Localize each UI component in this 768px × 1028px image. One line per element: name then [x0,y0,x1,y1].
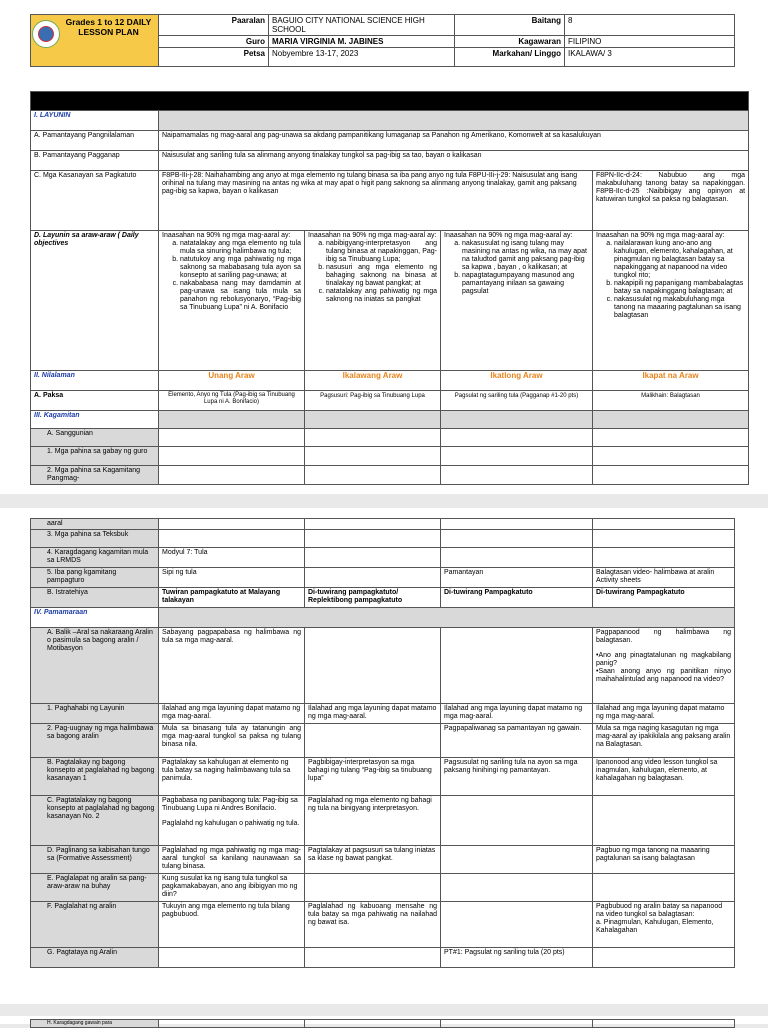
pagtalakay1-d4: Ipanonood ang video lesson tungkol sa inagmulan, kahulugan, elemento, at kahalagahan ng balagtasan. [593,758,735,796]
teksbuk-d1 [159,530,305,548]
aaral-d4 [593,519,735,530]
obj2-a: a. nabibigyang-interpretasyon ang tulang binasa at napakinggan, Pag-ibig sa Tinubuang Lupa; [326,240,437,264]
pagtalakay2-label: C. Pagtatalakay ng bagong konsepto at paglalahad ng bagong kasanayan No. 2 [31,796,159,846]
baitang-value: 8 [565,15,735,36]
obj3-intro: Inaasahan na 90% ng mga mag-aaral ay: [444,232,573,239]
sanggunian-label: A. Sanggunian [31,429,159,447]
pagtataya-d4 [593,948,735,968]
kasanayan-text: F8PB-IIi-j-28: Naihahambing ang anyo at mga elemento ng tulang binasa sa iba pang anyo ng tula F8PU-IIi-j-29: Naisusulat ang isang orihinal na tulang may masining na antas ng wika at may apat o higit pang saknong sa alinmang anyong tinalakay, gamit ang paksang pag-ibig sa kapwa, bayan o kalikasan [159,171,593,231]
pagtalakay2-d4 [593,796,735,846]
paguugnay-label: 2. Pag-uugnay ng mga halimbawa sa bagong aralin [31,724,159,758]
aaral-d1 [159,519,305,530]
kagamitan-gray-3 [441,411,593,429]
page-1 [0,0,768,494]
black-bar [31,92,749,111]
balik-aral-d3 [441,628,593,704]
spacer [596,645,731,652]
kagamitang-d4 [593,466,749,485]
paghahabi-d3: Ilalahad ang mga layuning dapat matamo ng mga mag-aaral. [441,704,593,724]
paguugnay-d4: Mula sa mga naging kasagutan ng mga mag-aaral ay ipakikilala ang paksang aralin na Balagtasan. [593,724,735,758]
deped-seal-icon [32,20,60,48]
paksa-day2: Pagsusuri: Pag-ibig sa Tinubuang Lupa [305,391,441,411]
day1-heading: Unang Araw [159,371,305,391]
kasanayan-right: F8PN-IIc-d-24: Nabubuo ang mga makabuluhang tanong batay sa napakinggan. F8PB-IIc-d-25 :Naibibigay ang opinyon at katuwiran tungkol sa paksa ng balagtasan. [593,171,749,231]
kagamitang-d2 [305,466,441,485]
paguugnay-d2 [305,724,441,758]
header-table [30,14,735,67]
obj4-b: b. nakapipili ng papanigang mambabalagtas batay sa napakinggang balagtasan; at [614,280,745,296]
kagamitang-d3 [441,466,593,485]
balik4-c: •Saan anong anyo ng panitikan ninyo maihahalintulad ang napanood na video? [596,668,731,683]
objectives-day1 [159,231,305,371]
obj3-b: b. napagtatagumpayang masunod ang pamantayang inilaan sa gawaing pagsulat [462,272,589,296]
paguugnay-d1: Mula sa binasang tula ay tatanungin ang mga mag-aaral tungkol sa paksa ng tulang binasa nila. [159,724,305,758]
pamantayang-pangnilalaman: Naipamamalas ng mag-aaral ang pag-unawa sa akdang pampanitikang lumaganap sa Panahon ng Amerikano, Komonwelt at sa kasalukuyan [159,131,749,151]
obj2-b: b. nasusuri ang mga elemento ng bahaging saknong na binasa at tinalakay ng bawat pangkat; at [326,264,437,288]
paghahabi-d2: Ilalahad ang mga layuning dapat matamo ng mga mag-aaral. [305,704,441,724]
obj4-a: a. nailalarawan kung ano-ano ang kahulugan, elemento, kahalagahan, at pinagmulan ng balagtasan batay sa napakinggang at napanood na video tungkol rito; [614,240,745,280]
istratehiya-d3: Di-tuwirang Pampagkatuto [441,588,593,608]
karagdagang-label: 4. Karagdagang kagamitan mula sa LRMDS [31,548,159,568]
pagtalakay2-d3 [441,796,593,846]
kagamitang-label: 2. Mga pahina sa Kagamitang Pangmag- [31,466,159,485]
objectives-day3 [441,231,593,371]
balik4-b: •Ano ang pinagtatalunan ng magkabilang panig? [596,652,731,667]
obj1-c: c. nakababasa nang may damdamin at pag-unawa sa isang tula mula sa panahon ng rebolusyonaryo, “Pag-ibig sa Tinubuang Lupa” ni A. Bonifacio [180,280,301,312]
paksa-day3: Pagsulat ng sariling tula (Pagganap #1-20 pts) [441,391,593,411]
aaral-label: aaral [31,519,159,530]
pagtalakay2-1b: Paglalahd ng kahulugan o pahiwatig ng tula. [162,820,300,827]
gabay-d2 [305,447,441,466]
layunin-gray [159,111,749,131]
spacer [162,813,301,820]
pamantayang-pagganap-label: B. Pamantayang Pagganap [31,151,159,171]
paksa-day4: Malikhain: Balagtasan [593,391,749,411]
gabay-d1 [159,447,305,466]
gabay-label: 1. Mga pahina sa gabay ng guro [31,447,159,466]
paglinang-d4: Pagbuo ng mga tanong na maaaring pagtalunan sa isang balagtasan [593,846,735,874]
pagtalakay2-1a: Pagbabasa ng panibagong tula: Pag-ibig sa Tinubuang Lupa ni Andres Bonifacio. [162,797,298,812]
karagdagang-d2 [305,548,441,568]
pagtataya-d1 [159,948,305,968]
obj1-b: b. natutukoy ang mga pahiwatig ng mga saknong sa mababasang tula ayon sa konsepto at sariling pag-unawa; at [180,256,301,280]
page-3 [0,1016,768,1024]
paglalahat4-b: a. Pinagmulan, Kahulugan, Elemento, Kahalagahan [596,919,714,934]
teksbuk-d2 [305,530,441,548]
pamantayang-pangnilalaman-label: A. Pamantayang Pangnilalaman [31,131,159,151]
gabay-d4 [593,447,749,466]
day3-heading: Ikatlong Araw [441,371,593,391]
pamantayang-pagganap: Naisusulat ang sariling tula sa alinmang anyong tinalakay tungkol sa pag-ibig sa tao, bayan o kalikasan [159,151,749,171]
paglinang-d3 [441,846,593,874]
paglalahat-d4 [593,902,735,948]
istratehiya-d4: Di-tuwirang Pampagkatuto [593,588,735,608]
page-2 [0,508,768,1004]
objectives-day4 [593,231,749,371]
iba-label: 5. Iba pang kgamitang pampagturo [31,568,159,588]
paglalahat-d2: Paglalahad ng kabuoang mensahe ng tula batay sa mga pahiwatig na nailahad ng bawat isa. [305,902,441,948]
gabay-d3 [441,447,593,466]
pagtalakay2-d2: Paglalahad ng mga elemento ng bahagi ng tula na binigyang interpretasyon. [305,796,441,846]
sanggunian-d3 [441,429,593,447]
dlp-title-cell [31,15,159,67]
paglalapat-d1: Kung susulat ka ng isang tula tungkol sa pagkamakabayan, ano ang ibibigyan mo ng diin? [159,874,305,902]
lesson-table-p1 [30,91,749,485]
paglalahat-d1: Tukuyin ang mga elemento ng tula bilang pagbubuod. [159,902,305,948]
paglinang-label: D. Paglinang sa kabisahan tungo sa (Formative Assessment) [31,846,159,874]
baitang-label: Baitang [455,15,565,36]
kagamitan-gray-2 [305,411,441,429]
pagtalakay1-d2: Pagbibigay-interpretasyon sa mga bahagi ng tulang “Pag-ibig sa tinubuang lupa” [305,758,441,796]
paaralan-value: BAGUIO CITY NATIONAL SCIENCE HIGH SCHOOL [269,15,455,36]
teksbuk-d4 [593,530,735,548]
obj3-a: a. nakasusulat ng isang tulang may masining na antas ng wika, na may apat na taludtod gamit ang paksang pag-ibig sa kapwa , bayan , o kalikasan; at [462,240,589,272]
pagtalakay1-d1: Pagtalakay sa kahulugan at elemento ng tula batay sa naging halimbawang tula sa panimula. [159,758,305,796]
pagtataya-d2 [305,948,441,968]
paglalahat-d3 [441,902,593,948]
paghahabi-d1: Ilalahad ang mga layuning dapat matamo ng mga mag-aaral. [159,704,305,724]
paguugnay-d3: Pagpapaliwanag sa pamantayan ng gawain. [441,724,593,758]
karagdagang-gawain-label: H. Karagdagang gawain para [31,1020,159,1028]
paghahabi-label: 1. Paghahabi ng Layunin [31,704,159,724]
petsa-value: Nobyembre 13-17, 2023 [269,48,455,67]
teksbuk-label: 3. Mga pahina sa Teksbuk [31,530,159,548]
kagamitan-heading: III. Kagamitan [31,411,159,429]
obj2-intro: Inaasahan na 90% ng mga mag-aaral ay: [308,232,437,239]
istratehiya-d2: Di-tuwirang pampagkatuto/ Replektibong pampagkatuto [305,588,441,608]
day2-heading: Ikalawang Araw [305,371,441,391]
kagawaran-value: FILIPINO [565,36,735,48]
pagtataya-d3: PT#1: Pagsulat ng sariling tula (20 pts) [441,948,593,968]
sanggunian-d2 [305,429,441,447]
sanggunian-d1 [159,429,305,447]
pagtataya-label: G. Pagtataya ng Aralin [31,948,159,968]
objectives-day2 [305,231,441,371]
aaral-d3 [441,519,593,530]
kagamitang-d1 [159,466,305,485]
karagdagang-d4 [593,548,735,568]
iba-d4: Balagtasan video- halimbawa at aralin Activity sheets [593,568,735,588]
paksa-label: A. Paksa [31,391,159,411]
balik-aral-d2 [305,628,441,704]
balik-aral-d1: Sabayang pagpapabasa ng halimbawa ng tula sa mga mag-aaral. [159,628,305,704]
paglalapat-d4 [593,874,735,902]
sanggunian-d4 [593,429,749,447]
istratehiya-label: B. Istratehiya [31,588,159,608]
petsa-label: Petsa [159,48,269,67]
paglalahat4-a: Pagbubuod ng aralin batay sa napanood na video tungkol sa balagtasan: [596,903,723,918]
guro-value: MARIA VIRGINIA M. JABINES [269,36,455,48]
kagamitan-gray-1 [159,411,305,429]
balik-aral-label: A. Balik –Aral sa nakaraang Aralin o pasimula sa bagong aralin / Motibasyon [31,628,159,704]
balik4-a: Pagpapanood ng halimbawa ng balagtasan. [596,629,731,644]
paaralan-label: Paaralan [159,15,269,36]
obj1-intro: Inaasahan na 90% ng mga mag-aaral ay: [162,232,291,239]
istratehiya-d1: Tuwiran pampagkatuto at Malayang talakayan [159,588,305,608]
nilalaman-heading: II. Nilalaman [31,371,159,391]
karagdagang-d3 [441,548,593,568]
guro-label: Guro [159,36,269,48]
karagdagang-d1: Modyul 7: Tula [159,548,305,568]
markahan-label: Markahan/ Linggo [455,48,565,67]
balik-aral-d4 [593,628,735,704]
aaral-d2 [305,519,441,530]
paglalapat-label: E. Paglalapat ng aralin sa pang-araw-araw na buhay [31,874,159,902]
paghahabi-d4: Ilalahad ang mga layuning dapat matamo ng mga mag-aaral. [593,704,735,724]
paglalapat-d3 [441,874,593,902]
paglinang-d2: Pagtalakay at pagsusuri sa tulang iniatas sa klase ng bawat pangkat. [305,846,441,874]
obj2-c: c. natatalakay ang pahiwatig ng mga saknong na iniatas sa pangkat [326,288,437,304]
obj1-a: a. natatalakay ang mga elemento ng tula mula sa sinuring halimbawa ng tula; [180,240,301,256]
paksa-day1: Elemento, Anyo ng Tula (Pag-ibig sa Tinubuang Lupa ni A. Bonifacio) [159,391,305,411]
teksbuk-d3 [441,530,593,548]
paglalahat-label: F. Paglalahat ng aralin [31,902,159,948]
obj4-c: c. nakasusulat ng makabuluhang mga tanong na maaaring pagtalunan sa isang balagtasan [614,296,745,320]
lesson-table-p2 [30,518,735,968]
pagtalakay1-label: B. Pagtalakay ng bagong konsepto at paglalahad ng bagong kasanayan 1 [31,758,159,796]
obj4-intro: Inaasahan na 90% ng mga mag-aaral ay: [596,232,725,239]
day4-heading: Ikapat na Araw [593,371,749,391]
layunin-heading: I. LAYUNIN [31,111,159,131]
pagtalakay2-d1 [159,796,305,846]
kagamitan-gray-4 [593,411,749,429]
kagawaran-label: Kagawaran [455,36,565,48]
paglalapat-d2 [305,874,441,902]
paglinang-d1: Paglalahad ng mga pahiwatig ng mga mag-aaral tungkol sa kanilang naunawaan sa tulang binasa. [159,846,305,874]
kasanayan-label: C. Mga Kasanayan sa Pagkatuto [31,171,159,231]
iba-d3: Pamantayan [441,568,593,588]
pagtalakay1-d3: Pagsusulat ng sariling tula na ayon sa mga paksang hinihingi ng pamantayan. [441,758,593,796]
iba-d2 [305,568,441,588]
pamamaraan-heading: IV. Pamamaraan [31,608,159,628]
markahan-value: IKALAWA/ 3 [565,48,735,67]
pamamaraan-gray [159,608,735,628]
daily-objectives-label: D. Layunin sa araw-araw ( Daily objectives [31,231,159,371]
dlp-title: Grades 1 to 12 DAILY LESSON PLAN [65,17,152,37]
iba-d1: Sipi ng tula [159,568,305,588]
